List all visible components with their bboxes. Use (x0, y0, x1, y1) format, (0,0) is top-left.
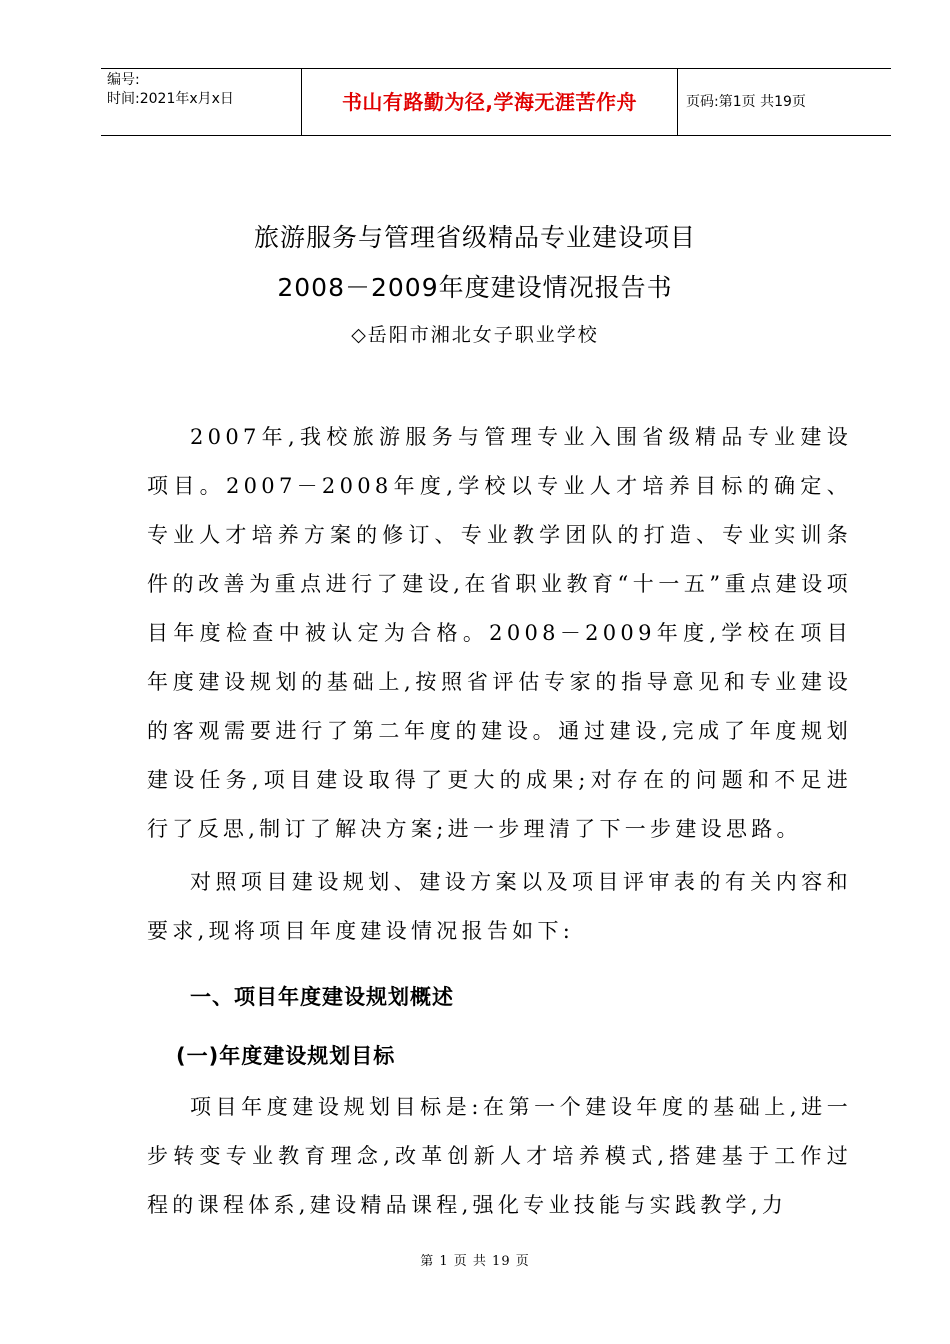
paragraph-report: 对照项目建设规划、建设方案以及项目评审表的有关内容和要求,现将项目年度建设情况报告如下: (147, 870, 852, 943)
paragraph-goal: 项目年度建设规划目标是:在第一个建设年度的基础上,进一步转变专业教育理念,改革创新人才培养模式,搭建基于工作过程的课程体系,建设精品课程,强化专业技能与实践教学,力 (147, 1095, 852, 1217)
header-page-info: 页码:第1页 共19页 (686, 93, 806, 110)
code-label: 编号: (107, 72, 140, 88)
page-header (101, 68, 891, 136)
header-meta (101, 69, 302, 135)
document-author: ◇岳阳市湘北女子职业学校 (351, 324, 599, 346)
time-label: 时间:2021年x月x日 (107, 91, 234, 107)
header-motto: 书山有路勤为径,学海无涯苦作舟 (302, 69, 678, 135)
paragraph-intro: 2007年,我校旅游服务与管理专业入围省级精品专业建设项目。2007－2008年度,学校以专业人才培养目标的确定、专业人才培养方案的修订、专业教学团队的打造、专业实训条件的改善为重点进行了建设,在省职业教育“十一五”重点建设项目年度检查中被认定为合格。2008－2009年度,学校在项目年度建设规划的基础上,按照省评估专家的指导意见和专业建设的客观需要进行了第二年度的建设。通过建设,完成了年度规划建设任务,项目建设取得了更大的成果;对存在的问题和不足进行了反思,制订了解决方案;进一步理清了下一步建设思路。 (147, 425, 852, 841)
document-title-line2: 2008－2009年度建设情况报告书 (277, 273, 673, 302)
document-title-line1: 旅游服务与管理省级精品专业建设项目 (253, 223, 696, 252)
page-footer: 第 1 页 共 19 页 (420, 1254, 530, 1269)
subsection-heading: (一)年度建设规划目标 (176, 1044, 396, 1068)
section-heading: 一、项目年度建设规划概述 (190, 985, 454, 1009)
